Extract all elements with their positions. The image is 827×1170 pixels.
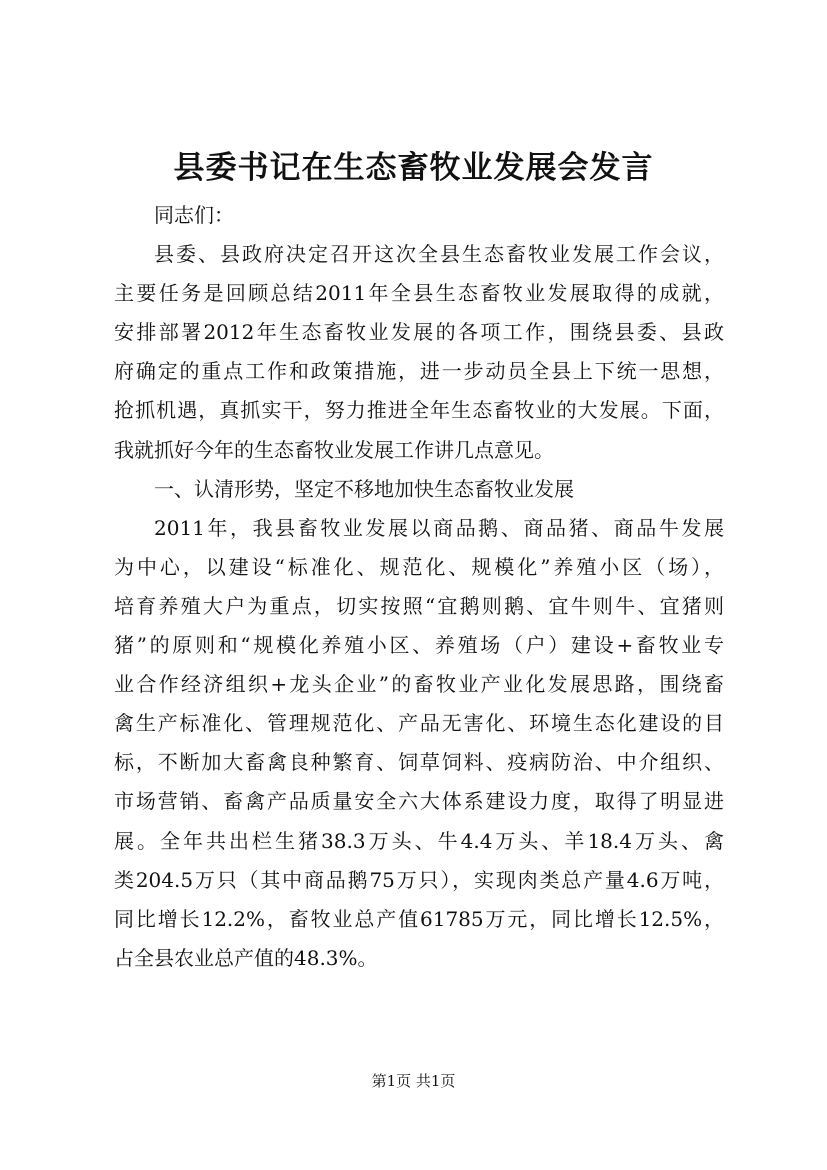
body-line: 抢抓机遇，真抓实干，努力推进全年生态畜牧业的大发展。下面， <box>114 398 724 423</box>
body-line: 府确定的重点工作和政策措施，进一步动员全县上下统一思想， <box>114 359 724 384</box>
body-line: 主要任务是回顾总结2011年全县生态畜牧业发展取得的成就， <box>114 281 724 306</box>
body-line: 为中心，以建设“标准化、规范化、规模化”养殖小区（场）， <box>114 554 724 579</box>
body-line: 猪”的原则和“规模化养殖小区、养殖场（户）建设+畜牧业专 <box>114 633 724 658</box>
salutation-line: 同志们： <box>154 203 234 227</box>
document-body <box>114 196 724 978</box>
body-line: 类204.5万只（其中商品鹅75万只），实现肉类总产量4.6万吨， <box>114 867 724 892</box>
section-heading: 一、认清形势，坚定不移地加快生态畜牧业发展 <box>154 476 574 501</box>
body-line: 展。全年共出栏生猪38.3万头、牛4.4万头、羊18.4万头、禽 <box>114 828 724 853</box>
page-number: 第1页 共1页 <box>371 1072 456 1090</box>
body-line: 安排部署2012年生态畜牧业发展的各项工作，围绕县委、县政 <box>114 320 724 345</box>
body-line: 禽生产标准化、管理规范化、产品无害化、环境生态化建设的目 <box>114 711 724 736</box>
body-line: 培育养殖大户为重点，切实按照“宜鹅则鹅、宜牛则牛、宜猪则 <box>114 593 724 618</box>
body-line: 同比增长12.2%，畜牧业总产值61785万元，同比增长12.5%， <box>114 906 724 931</box>
document-title: 县委书记在生态畜牧业发展会发言 <box>173 150 654 186</box>
body-line: 业合作经济组织+龙头企业”的畜牧业产业化发展思路，围绕畜 <box>114 672 724 697</box>
body-line: 县委、县政府决定召开这次全县生态畜牧业发展工作会议， <box>154 242 724 267</box>
body-line: 2011年，我县畜牧业发展以商品鹅、商品猪、商品牛发展 <box>154 515 724 540</box>
body-line: 标，不断加大畜禽良种繁育、饲草饲料、疫病防治、中介组织、 <box>114 750 724 775</box>
body-line: 我就抓好今年的生态畜牧业发展工作讲几点意见。 <box>114 437 554 462</box>
body-line: 市场营销、畜禽产品质量安全六大体系建设力度，取得了明显进 <box>114 789 724 814</box>
body-line: 占全县农业总产值的48.3%。 <box>114 945 378 970</box>
